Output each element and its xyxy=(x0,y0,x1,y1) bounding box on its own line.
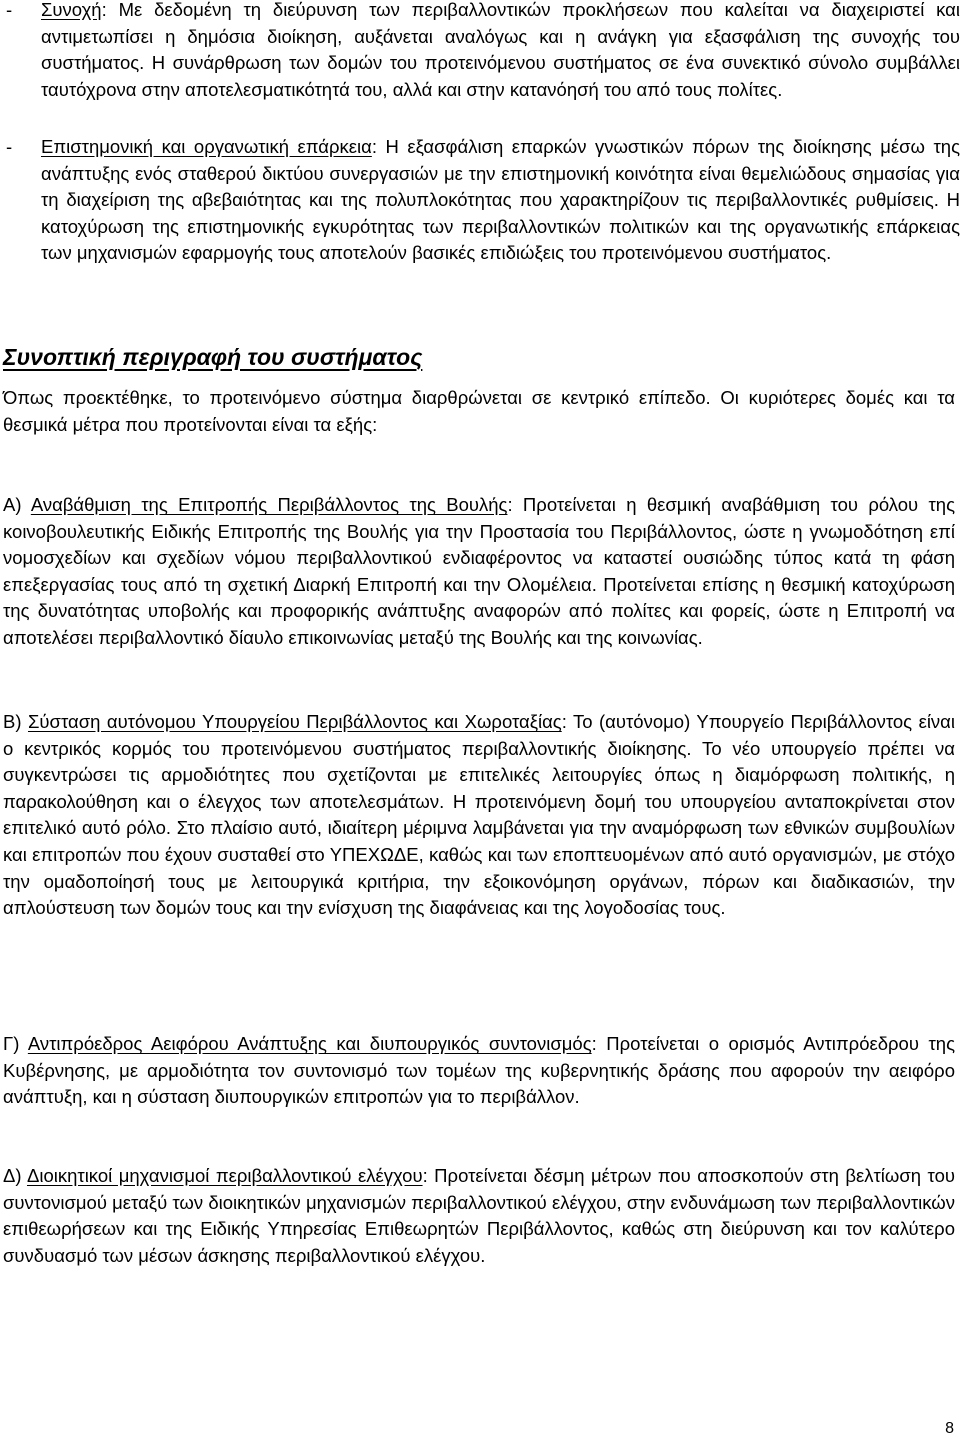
section-heading: Συνοπτική περιγραφή του συστήματος xyxy=(3,344,423,370)
section-b-paragraph xyxy=(3,709,955,922)
bullet-text: : Με δεδομένη τη διεύρυνση των περιβαλλοντικών προκλήσεων που καλείται να διαχειριστεί και αντιμετωπίσει η δημόσια διοίκηση, αυξάνεται αναλόγως και η ανάγκη για εξασφάλιση της συνοχής του συστήματος. Η συνάρθρωση των δομών του προτεινόμενου συστήματος σε ένα συνεκτικό σύνολο συμβάλλει ταυτόχρονα στην αποτελεσματικότητά του, αλλά και στην κατανόησή του από τους πολίτες. xyxy=(41,0,960,100)
section-term: Αντιπρόεδρος Αειφόρου Ανάπτυξης και διυπουργικός συντονισμός xyxy=(27,1033,592,1054)
section-text: : Το (αυτόνομο) Υπουργείο Περιβάλλοντος είναι ο κεντρικός κορμός του προτεινόμενου συστήματος περιβαλλοντικής διοίκησης. Το νέο υπουργείο πρέπει να συγκεντρώσει τις αρμοδιότητες που σχετίζονται με επιτελικές λειτουργίες όπως η διαμόρφωση πολιτικής, η παρακολούθηση και ο έλεγχος των αποτελεσμάτων. Η προτεινόμενη δομή του υπουργείου ανταποκρίνεται στον επιτελικό αυτό ρόλο. Στο πλαίσιο αυτό, ιδιαίτερη μέριμνα λαμβάνεται για την αναμόρφωση των εθνικών συμβουλίων και επιτροπών που έχουν συσταθεί στο ΥΠΕΧΩΔΕ, καθώς και των εποπτευομένων από αυτό οργανισμών, με στόχο την ομαδοποίησή τους με λειτουργικά κριτήρια, την εξοικονόμηση οργάνων, πόρων και διαδικασιών, την απλούστευση των δομών τους και την ενίσχυση της διαφάνειας και της λογοδοσίας τους. xyxy=(3,711,955,919)
section-prefix: Α) xyxy=(3,494,31,515)
bullet-item-epistimoniki-eparkeia xyxy=(0,134,960,267)
section-text: : Προτείνεται η θεσμική αναβάθμιση του ρόλου της κοινοβουλευτικής Ειδικής Επιτροπής της Βουλής για την Προστασία του Περιβάλλοντος, ώστε η γνωμοδότηση επί νομοσχεδίων και σχεδίων νόμου περιβαλλοντικού ενδιαφέροντος να καταστεί ουσιώδης τύπος κατά τη φάση επεξεργασίας τους από τη σχετική Διαρκή Επιτροπή και την Ολομέλεια. Προτείνεται επίσης η θεσμική κατοχύρωση της δυνατότητας υποβολής και προφορικής ανάπτυξης αναφορών από πολίτες και φορείς, ώστε η Επιτροπή να αποτελέσει περιβαλλοντικό δίαυλο επικοινωνίας μεταξύ της Βουλής και της κοινωνίας. xyxy=(3,494,956,648)
bullet-paragraph xyxy=(41,134,960,267)
bullet-text: : Η εξασφάλιση επαρκών γνωστικών πόρων της διοίκησης μέσω της ανάπτυξης ενός σταθερού δικτύου συνεργασιών με την επιστημονική κοινότητα είναι θεμελιώδους σημασίας για τη διαχείριση της αβεβαιότητας και της πολυπλοκότητας που χαρακτηρίζουν τις περιβαλλοντικές ρυθμίσεις. Η κατοχύρωση της επιστημονικής εγκυρότητας των περιβαλλοντικών πολιτικών και της οργανωτικής επάρκειας των μηχανισμών εφαρμογής τους αποτελούν βασικές επιδιώξεις του προτεινόμενου συστήματος. xyxy=(41,136,960,264)
bullet-dash: - xyxy=(6,0,13,20)
bullet-item-synochi xyxy=(0,0,960,103)
page-number: 8 xyxy=(945,1420,954,1437)
section-term: Σύσταση αυτόνομου Υπουργείου Περιβάλλοντος και Χωροταξίας xyxy=(27,711,562,732)
bullet-term: Επιστημονική και οργανωτική επάρκεια xyxy=(41,136,372,157)
section-prefix: Β) xyxy=(3,711,28,732)
section-c-paragraph xyxy=(3,1031,955,1111)
section-prefix: Δ) xyxy=(3,1165,27,1186)
section-text: : Προτείνεται δέσμη μέτρων που αποσκοπούν στη βελτίωση του συντονισμού μεταξύ των διοικητικών μηχανισμών περιβαλλοντικού ελέγχου, στην ενδυνάμωση των περιβαλλοντικών επιθεωρήσεων και της Ειδικής Υπηρεσίας Επιθεωρητών Περιβάλλοντος, καθώς στη διεύρυνση και τον καλύτερο συνδυασμό των μέσων άσκησης περιβαλλοντικού ελέγχου. xyxy=(3,1165,955,1266)
intro-paragraph: Όπως προεκτέθηκε, το προτεινόμενο σύστημα διαρθρώνεται σε κεντρικό επίπεδο. Οι κυριότερες δομές και τα θεσμικά μέτρα που προτείνονται είναι τα εξής: xyxy=(3,387,955,435)
bullet-term: Συνοχή xyxy=(41,0,102,20)
section-d-paragraph xyxy=(3,1163,955,1269)
section-term: Διοικητικοί μηχανισμοί περιβαλλοντικού ελέγχου xyxy=(26,1165,423,1186)
section-term: Αναβάθμιση της Επιτροπής Περιβάλλοντος της Βουλής xyxy=(30,494,508,515)
section-text: : Προτείνεται ο ορισμός Αντιπρόεδρου της Κυβέρνησης, με αρμοδιότητα τον συντονισμό των τομέων της κυβερνητικής δράσης που αφορούν την αειφόρο ανάπτυξη, και η σύσταση διυπουργικών επιτροπών για το περιβάλλον. xyxy=(3,1033,955,1108)
section-a-paragraph xyxy=(3,492,955,652)
bullet-dash: - xyxy=(6,136,13,157)
section-prefix: Γ) xyxy=(3,1033,28,1054)
bullet-paragraph xyxy=(41,0,960,103)
